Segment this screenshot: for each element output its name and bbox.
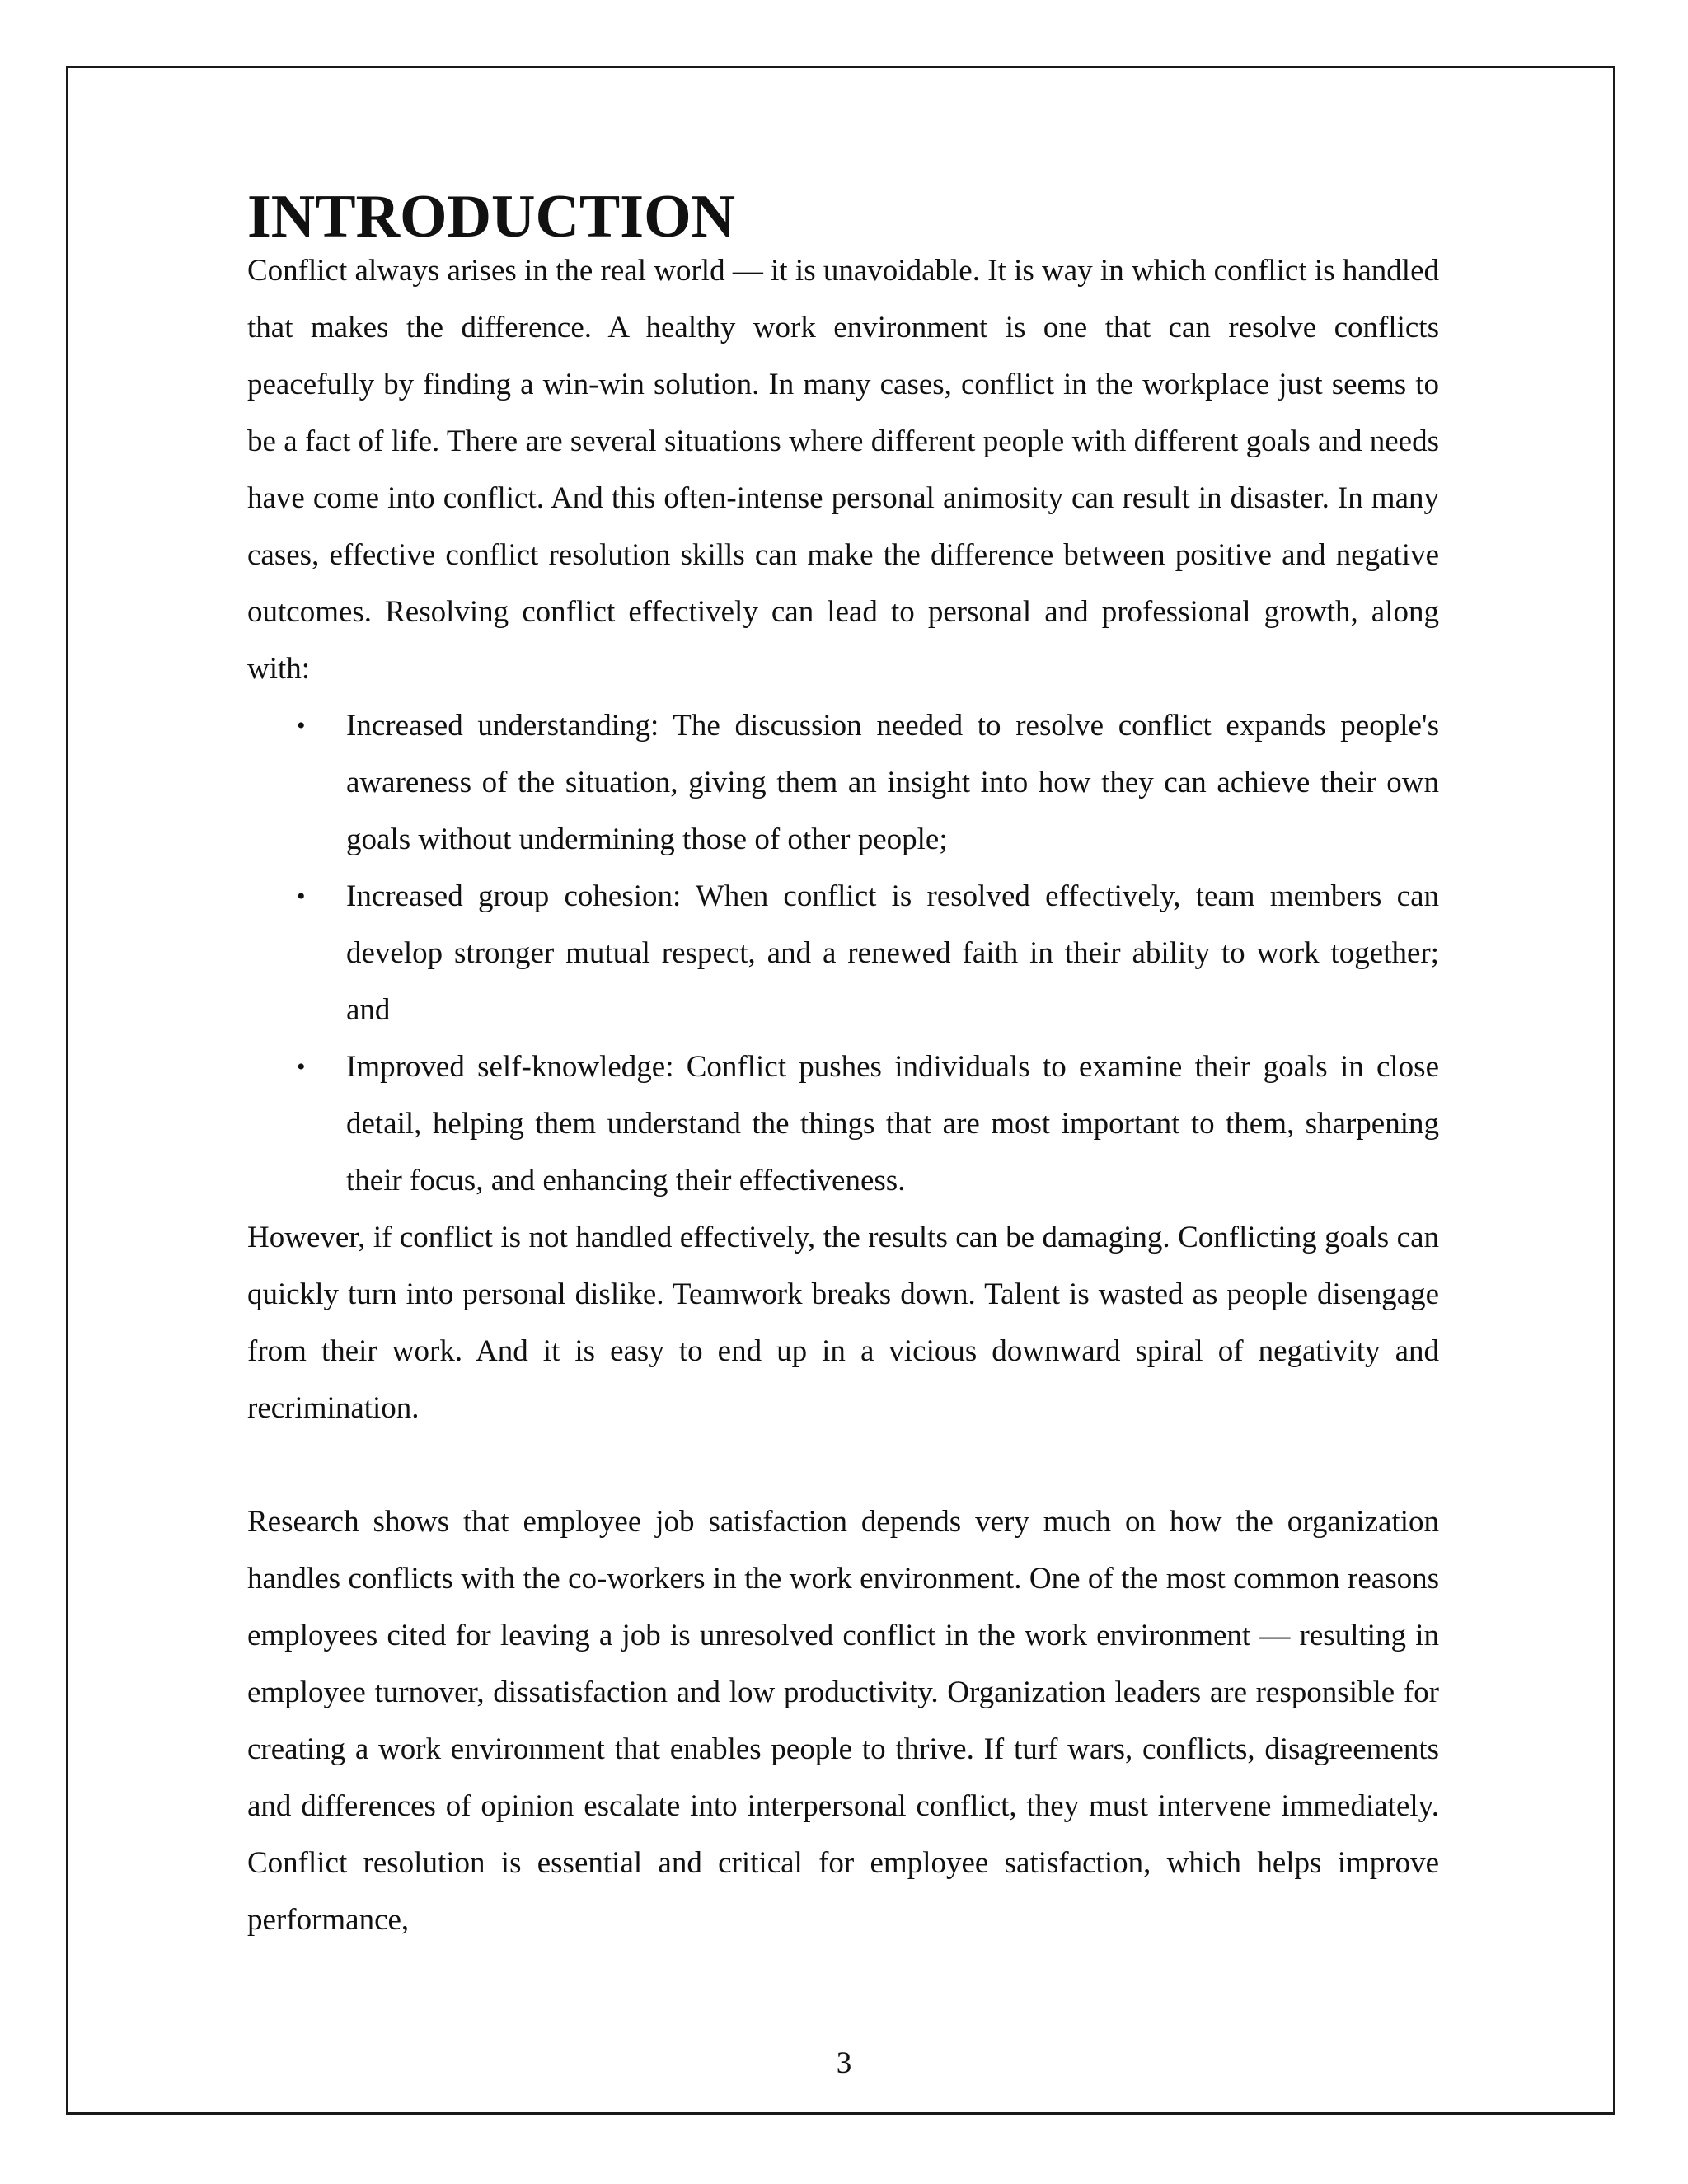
page-number: 3	[836, 2046, 852, 2080]
list-item	[247, 697, 1439, 868]
bullet-icon: •	[297, 883, 306, 910]
bullet-icon: •	[297, 712, 306, 739]
list-item-text: Increased group cohesion: When conflict is resolved effectively, team members can develop stronger mutual respect, and a renewed faith in their ability to work together; and	[346, 879, 1439, 1027]
document-body	[247, 183, 1439, 1948]
list-item-text: Increased understanding: The discussion needed to resolve conflict expands people's awareness of the situation, giving them an insight into how they can achieve their own goals without undermining those of other people;	[346, 709, 1439, 856]
section-heading: INTRODUCTION	[247, 183, 736, 251]
research-paragraph: Research shows that employee job satisfaction depends very much on how the organization handles conflicts with the co-workers in the work environment. One of the most common reasons employees cited for leaving a job is unresolved conflict in the work environment — resulting in employee turnover, dissatisfaction and low productivity. Organization leaders are responsible for creating a work environment that enables people to thrive. If turf wars, conflicts, disagreements and differences of opinion escalate into interpersonal conflict, they must intervene immediately. Conflict resolution is essential and critical for employee satisfaction, which helps improve performance,	[247, 1505, 1439, 1937]
bullet-icon: •	[297, 1053, 306, 1080]
consequences-paragraph: However, if conflict is not handled effectively, the results can be damaging. Conflicting goals can quickly turn into personal dislike. Teamwork breaks down. Talent is wasted as people disengage from their work. And it is easy to end up in a vicious downward spiral of negativity and recrimination.	[247, 1221, 1439, 1425]
intro-paragraph: Conflict always arises in the real world — it is unavoidable. It is way in which conflict is handled that makes the difference. A healthy work environment is one that can resolve conflicts peacefully by finding a win-win solution. In many cases, conflict in the workplace just seems to be a fact of life. There are several situations where different people with different goals and needs have come into conflict. And this often-intense personal animosity can result in disaster. In many cases, effective conflict resolution skills can make the difference between positive and negative outcomes. Resolving conflict effectively can lead to personal and professional growth, along with:	[247, 254, 1439, 686]
paragraph-spacer	[247, 1436, 1439, 1493]
list-item	[247, 868, 1439, 1038]
list-item	[247, 1038, 1439, 1209]
list-item-text: Improved self-knowledge: Conflict pushes individuals to examine their goals in close detail, helping them understand the things that are most important to them, sharpening their focus, and enhancing their effectiveness.	[346, 1050, 1439, 1197]
bullet-list	[247, 697, 1439, 1209]
